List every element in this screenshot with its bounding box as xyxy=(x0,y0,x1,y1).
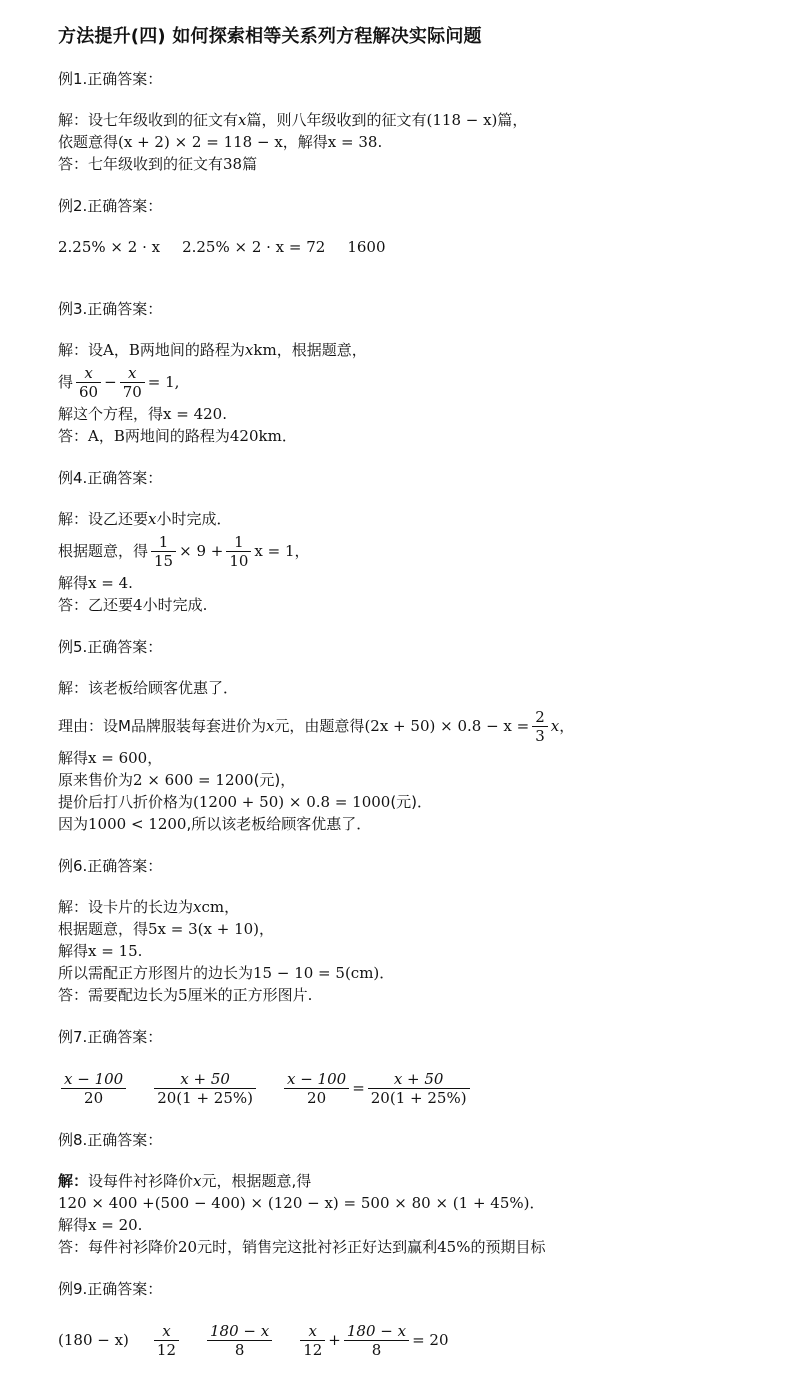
example-3-label: 例3.正确答案： xyxy=(58,300,163,318)
text: 小时完成． xyxy=(156,510,232,528)
math: 1600 xyxy=(347,238,386,256)
text: 解得 xyxy=(58,749,89,767)
text: 原来售价为 xyxy=(58,771,134,789)
math: x xyxy=(193,1172,202,1190)
solution-line xyxy=(58,1170,778,1192)
text: ． xyxy=(281,427,297,445)
text: 依题意得 xyxy=(58,133,119,151)
fraction: $\frac{1}{15}$ xyxy=(151,533,176,570)
text: 解：设卡片的长边为 xyxy=(58,898,194,916)
math: 45% xyxy=(437,1238,471,1256)
example-8-label: 例8.正确答案： xyxy=(58,1131,163,1149)
fraction: $\frac{x + 50}{20(1 + 25\%)}$ xyxy=(154,1070,256,1107)
text: 根据题意，得 xyxy=(58,542,149,560)
example-1-label: 例1.正确答案： xyxy=(58,70,163,88)
text: 设每件衬衫降价 xyxy=(88,1172,194,1190)
text: 解：设乙还要 xyxy=(58,510,149,528)
example-8-solution xyxy=(58,1170,778,1258)
fraction: $\frac{x}{70}$ xyxy=(120,364,145,401)
example-2-label: 例2.正确答案： xyxy=(58,197,163,215)
math: 120 × 400 + xyxy=(58,1194,155,1212)
example-9-solution xyxy=(58,1319,778,1361)
math: − xyxy=(104,373,117,391)
answer-line xyxy=(58,236,778,258)
math: x xyxy=(265,717,275,735)
math: x xyxy=(193,898,202,916)
text: 解得 xyxy=(58,942,89,960)
text: ． xyxy=(379,964,395,982)
text: 元，由题意得 xyxy=(274,717,365,735)
solution-line xyxy=(58,109,778,131)
answer-line xyxy=(58,1067,778,1109)
text: ， xyxy=(294,542,310,560)
text: 解：设 xyxy=(58,341,104,359)
math: x xyxy=(244,341,254,359)
math: 2 × 600 = 1200 xyxy=(133,771,254,789)
text: 解这个方程，得 xyxy=(58,405,164,423)
answer-line xyxy=(58,1319,778,1361)
math: (180 − x) xyxy=(58,1331,129,1349)
answer-line xyxy=(58,594,778,616)
text: 两地间的路程为 xyxy=(124,427,230,445)
page-title: 方法提升(四) 如何探索相等关系列方程解决实际问题 xyxy=(58,26,482,47)
answer-line xyxy=(58,984,778,1006)
text: 元时，销售完这批衬衫正好达到赢利 xyxy=(197,1238,438,1256)
fraction: $\frac{x}{12}$ xyxy=(300,1322,325,1359)
solution-line xyxy=(58,896,778,918)
text: (元)． xyxy=(390,793,433,811)
math: (500 − 400) × (120 − x) = 500 × 80 × (1 + 45%) xyxy=(154,1194,530,1212)
math: x = 15 xyxy=(88,942,138,960)
math: 38 xyxy=(223,155,243,173)
text: ． xyxy=(529,1194,545,1212)
text: 篇，则八年级收到的征文有 xyxy=(246,111,427,129)
math: x xyxy=(148,510,157,528)
math: = 1, xyxy=(147,373,180,391)
solution-line xyxy=(58,791,778,813)
example-3-solution xyxy=(58,339,778,447)
text: ，解得 xyxy=(282,133,328,151)
math: x = 20 xyxy=(88,1216,138,1234)
answer-line xyxy=(58,425,778,447)
fraction: $\frac{x}{12}$ xyxy=(154,1322,179,1359)
text: 答：七年级收到的征文有 xyxy=(58,155,224,173)
text: 两地间的路程为 xyxy=(139,341,245,359)
example-4-solution xyxy=(58,508,778,616)
text: 理由：设M品牌服装每套进价为 xyxy=(58,717,266,735)
fraction: $\frac{180 - x}{8}$ xyxy=(344,1322,409,1359)
answer-line xyxy=(58,153,778,175)
solution-line: 解这个方程，得x = 420. xyxy=(58,405,227,423)
solution-line: 解：该老板给顾客优惠了． xyxy=(58,679,239,697)
math: (2x + 50) × 0.8 − x = xyxy=(364,717,530,735)
math: x xyxy=(238,111,247,129)
math: 4 xyxy=(133,596,143,614)
text: 因为 xyxy=(58,815,89,833)
text: 根据题意，得 xyxy=(58,920,149,938)
math: (1200 + 50) × 0.8 = 1000 xyxy=(193,793,391,811)
solution-line xyxy=(58,813,778,835)
math: 5 xyxy=(178,986,188,1004)
solution-line xyxy=(58,747,778,769)
equation-line xyxy=(58,705,778,747)
fraction: $\frac{x + 50}{20(1 + 25\%)}$ xyxy=(368,1070,470,1107)
math: x = 38 xyxy=(327,133,378,151)
text: ,所以该老板给顾客优惠了． xyxy=(186,815,372,833)
text: ， xyxy=(147,749,163,767)
example-6-solution xyxy=(58,896,778,1006)
equation-line xyxy=(58,530,778,572)
fraction: $\frac{1}{10}$ xyxy=(226,533,251,570)
text: 解： xyxy=(58,1172,89,1190)
math: x = 600 xyxy=(88,749,148,767)
math: = xyxy=(352,1079,365,1097)
example-7-label: 例7.正确答案： xyxy=(58,1028,163,1046)
text: ， xyxy=(224,898,240,916)
example-5-solution xyxy=(58,677,778,835)
text: 所以需配正方形图片的边长为 xyxy=(58,964,254,982)
equation-line xyxy=(58,361,778,403)
example-1-solution xyxy=(58,109,778,175)
example-4-label: 例4.正确答案： xyxy=(58,469,163,487)
math: x = 420 xyxy=(163,405,223,423)
solution-line xyxy=(58,508,778,530)
math: (118 − x) xyxy=(426,111,498,129)
solution-line xyxy=(58,339,778,361)
text: 答： xyxy=(58,427,89,445)
text: 得 xyxy=(58,373,74,391)
text: 篇 xyxy=(242,155,258,173)
fraction: $\frac{x}{60}$ xyxy=(76,364,101,401)
solution-line: 解得x = 4. xyxy=(58,574,133,592)
fraction: $\frac{2}{3}$ xyxy=(532,708,548,745)
fraction: $\frac{x - 100}{20}$ xyxy=(284,1070,349,1107)
math: 2.25% × 2 · x = 72 xyxy=(182,238,326,256)
math: A，B xyxy=(103,341,140,359)
example-5-label: 例5.正确答案： xyxy=(58,638,163,656)
math: cm xyxy=(201,898,225,916)
solution-line: 依题意得(x + 2) × 2 = 118 − x，解得x = 38. xyxy=(58,133,383,151)
text: 解得 xyxy=(58,1216,89,1234)
math: 2.25% × 2 · x xyxy=(58,238,161,256)
text: 答：需要配边长为 xyxy=(58,986,179,1004)
text: 解得 xyxy=(58,574,89,592)
solution-line xyxy=(58,918,778,940)
answer-line xyxy=(58,1236,778,1258)
math: 15 − 10 = 5(cm) xyxy=(253,964,380,982)
text: 的预期目标 xyxy=(470,1238,546,1256)
text: 篇， xyxy=(497,111,528,129)
math: x xyxy=(550,717,560,735)
math: 20 xyxy=(178,1238,198,1256)
solution-line: 解得x = 20. xyxy=(58,1216,143,1234)
text: ， xyxy=(559,717,575,735)
text: 元，根据题意,得 xyxy=(201,1172,312,1190)
text: 答：每件衬衫降价 xyxy=(58,1238,179,1256)
math: × 9 + xyxy=(179,542,224,560)
solution-line: 解得x = 15. xyxy=(58,942,143,960)
example-2-solution xyxy=(58,236,778,258)
text: (元)， xyxy=(253,771,296,789)
math: km xyxy=(253,341,277,359)
solution-line xyxy=(58,769,778,791)
text: ， xyxy=(259,920,275,938)
example-9-label: 例9.正确答案： xyxy=(58,1280,163,1298)
math: + xyxy=(328,1331,341,1349)
fraction: $\frac{x - 100}{20}$ xyxy=(61,1070,126,1107)
text: 答：乙还要 xyxy=(58,596,134,614)
equation-line xyxy=(58,1192,778,1214)
math: x = 4 xyxy=(88,574,129,592)
math: 420km xyxy=(229,427,282,445)
math: = 20 xyxy=(412,1331,449,1349)
example-6-label: 例6.正确答案： xyxy=(58,857,163,875)
fraction: $\frac{180 - x}{8}$ xyxy=(207,1322,272,1359)
text: 解：设七年级收到的征文有 xyxy=(58,111,239,129)
math: x = 1 xyxy=(254,542,295,560)
math: A，B xyxy=(88,427,125,445)
solution-line xyxy=(58,962,778,984)
text: ，根据题意， xyxy=(276,341,367,359)
example-7-solution xyxy=(58,1067,778,1109)
math: 1000 < 1200 xyxy=(88,815,187,833)
text: 小时完成. xyxy=(142,596,208,614)
text: 厘米的正方形图片. xyxy=(187,986,313,1004)
document-page xyxy=(58,18,778,1381)
math: (x + 2) × 2 = 118 − x xyxy=(118,133,283,151)
text: 提价后打八折价格为 xyxy=(58,793,194,811)
math: 5x = 3(x + 10) xyxy=(148,920,260,938)
